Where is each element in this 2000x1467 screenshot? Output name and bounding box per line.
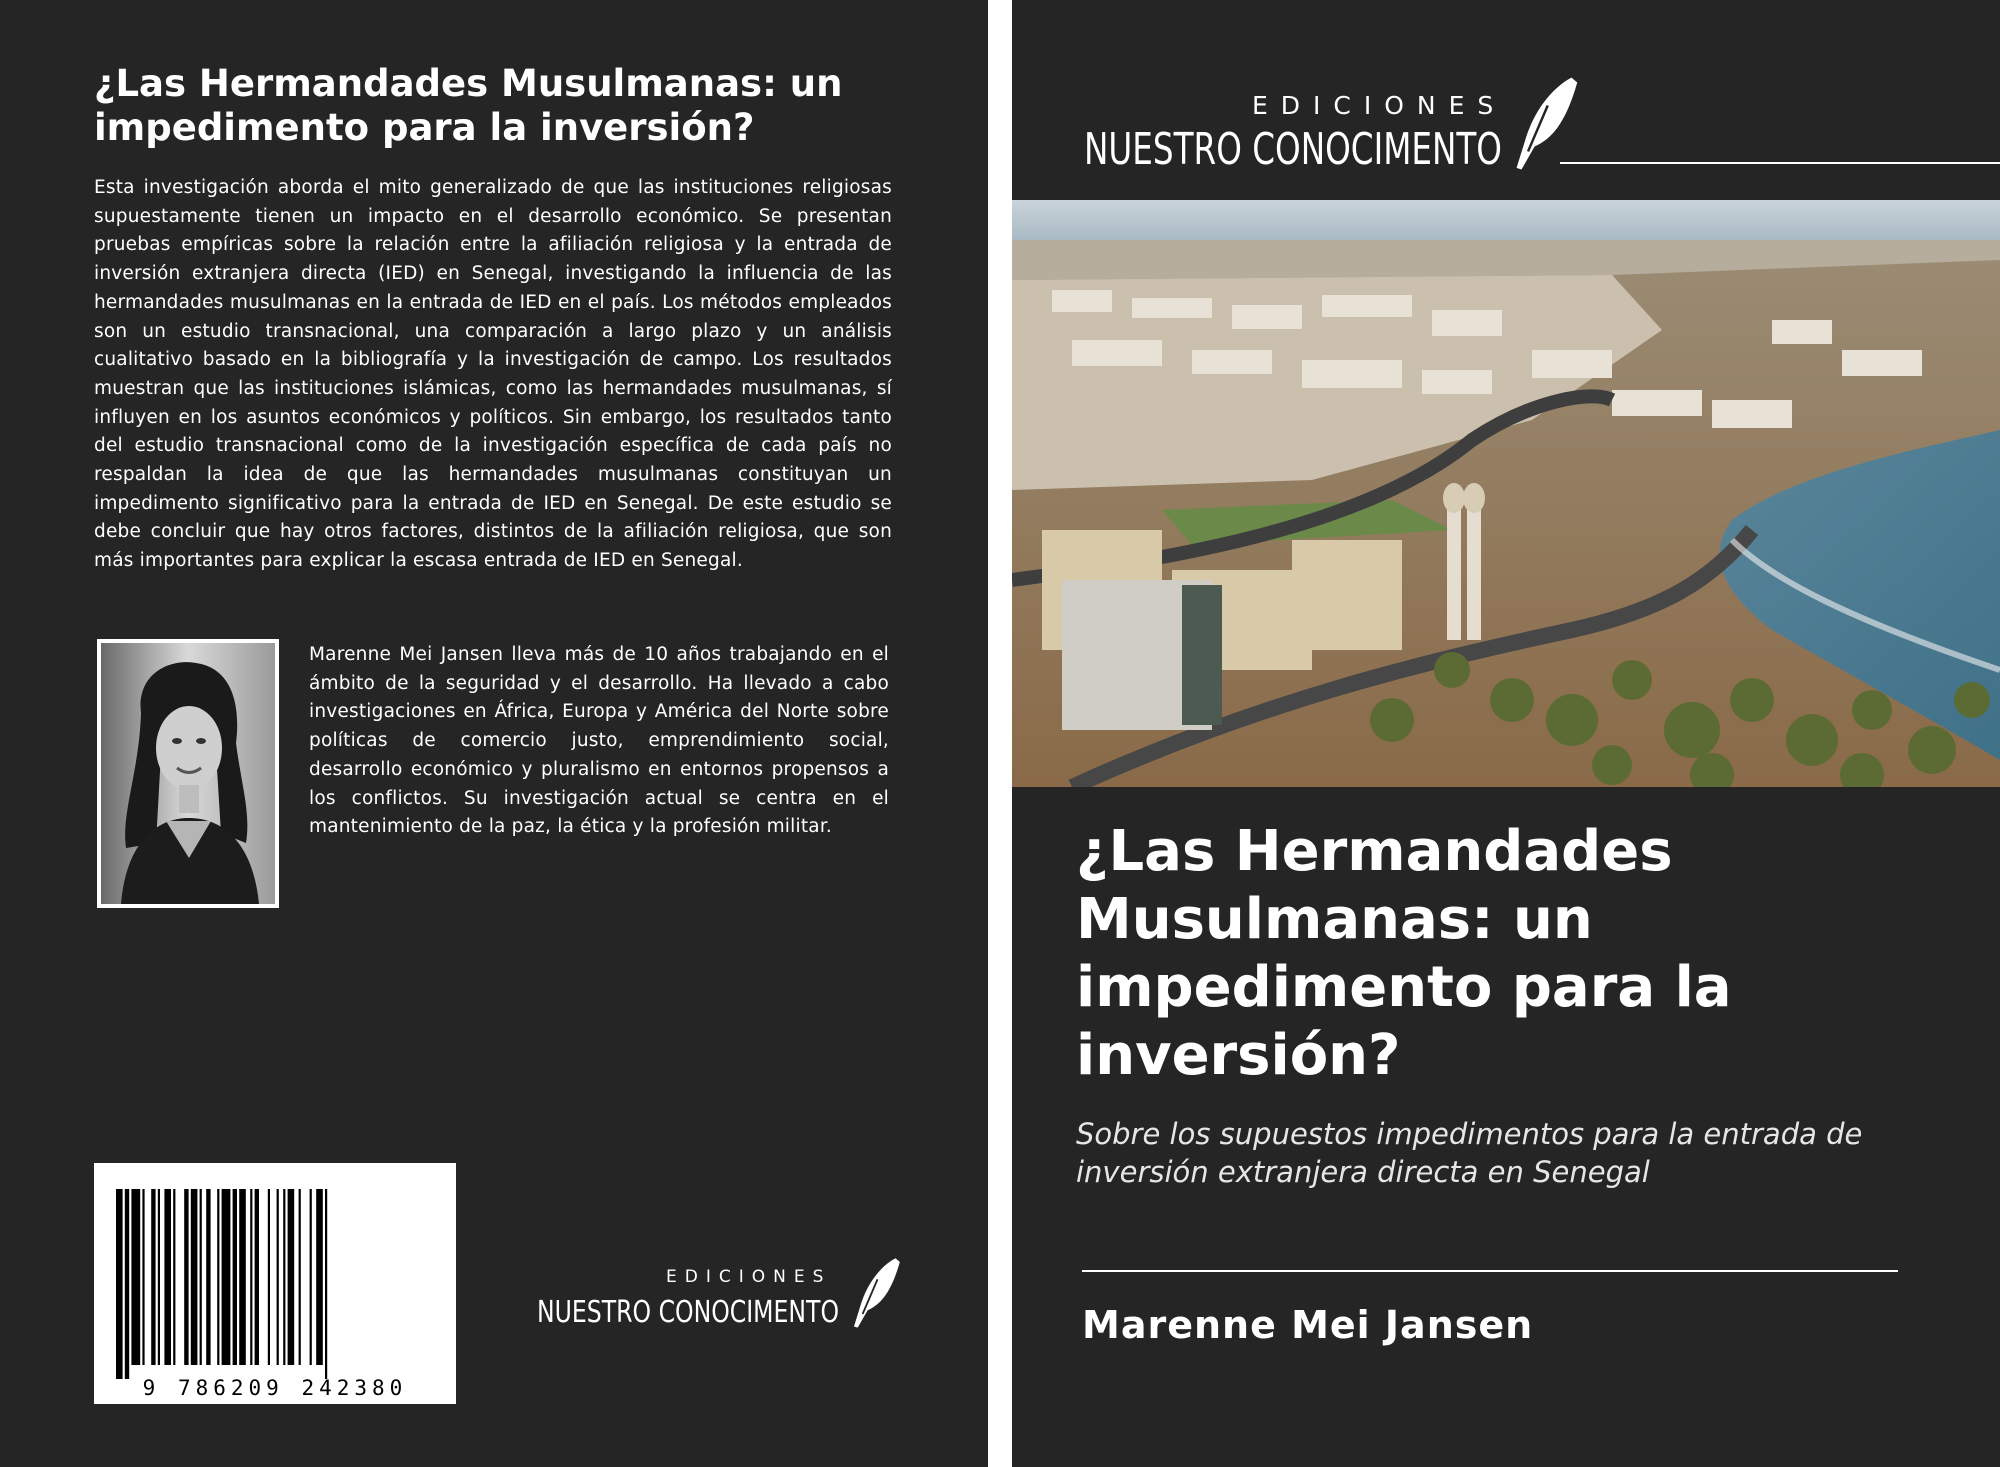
barcode-bar	[217, 1189, 219, 1365]
publisher-bottom-word: NUESTRO CONOCIMENTO	[537, 1295, 839, 1330]
barcode-bar	[277, 1189, 279, 1365]
barcode-bar	[316, 1189, 323, 1365]
publisher-logo-back	[536, 1255, 906, 1335]
barcode-digits: 9 786209 242380	[142, 1376, 408, 1400]
quill-pen-icon	[1517, 78, 1578, 170]
barcode-bar	[239, 1189, 246, 1365]
barcode-bar	[233, 1189, 237, 1365]
barcode-bar	[283, 1189, 285, 1365]
author-bio: Marenne Mei Jansen lleva más de 10 años trabajando en el ámbito de la seguridad y el desarrollo. Ha llevado a cabo investigaciones en África, Europa y América del Norte sobre políticas de comercio justo, emprendimiento social, desarrollo económico y pluralismo en entornos propensos a los conflictos. Su investigación actual se centra en el mantenimiento de la paz, la ética y la profesión militar.	[309, 644, 889, 838]
barcode-bar	[222, 1189, 231, 1365]
barcode-bar	[173, 1189, 175, 1365]
barcode-bar	[191, 1189, 198, 1365]
cover-photo-dakar-coast	[1012, 200, 2000, 787]
publisher-top-word-front: EDICIONES	[1252, 91, 1507, 120]
publisher-logo-front	[1072, 70, 2000, 170]
barcode-bar	[151, 1189, 155, 1365]
front-cover	[1012, 0, 2000, 1467]
back-cover	[0, 0, 988, 1467]
divider-line	[1082, 1270, 1898, 1272]
quill-pen-icon	[854, 1258, 900, 1327]
barcode-bar	[142, 1189, 144, 1365]
barcode-bar	[325, 1189, 327, 1379]
barcode-bar	[255, 1189, 259, 1365]
barcode-bar	[288, 1189, 295, 1365]
barcode-bar	[299, 1189, 301, 1365]
author-photo	[97, 639, 279, 908]
front-cover-author: Marenne Mei Jansen	[1082, 1303, 1534, 1347]
publisher-top-word: EDICIONES	[666, 1267, 832, 1287]
barcode-bar	[200, 1189, 202, 1365]
back-cover-title: ¿Las Hermandades Musulmanas: un impedimento para la inversión?	[94, 62, 843, 149]
barcode-bar	[164, 1189, 171, 1365]
barcode-bar	[184, 1189, 188, 1365]
front-cover-title: ¿Las Hermandades Musulmanas: un impedimento para la inversión?	[1076, 819, 1732, 1088]
barcode-bar	[116, 1189, 123, 1379]
barcode-bar	[268, 1189, 270, 1365]
barcode-bar	[131, 1189, 140, 1365]
barcode-bar	[125, 1189, 129, 1379]
isbn-barcode	[94, 1163, 456, 1404]
barcode-bar	[310, 1189, 312, 1365]
front-cover-subtitle: Sobre los supuestos impedimentos para la entrada de inversión extranjera directa en Senegal	[1076, 1117, 1863, 1189]
publisher-bottom-word-front: NUESTRO CONOCIMENTO	[1084, 124, 1502, 170]
barcode-bar	[206, 1189, 210, 1365]
barcode-bar	[250, 1189, 252, 1365]
barcode-bar	[158, 1189, 160, 1365]
back-cover-summary: Esta investigación aborda el mito generalizado de que las instituciones religiosas supuestamente tienen un impacto en el desarrollo económico. Se presentan pruebas empíricas sobre la relación entre la afiliación religiosa y la entrada de inversión extranjera directa (IED) en Senegal, investigando la influencia de las hermandades musulmanas en la entrada de IED en el país. Los métodos empleados son un estudio transnacional, una comparación a largo plazo y un análisis cualitativo basado en la bibliografía y la investigación de campo. Los resultados muestran que las instituciones islámicas, como las hermandades musulmanas, sí influyen en los asuntos económicos y políticos. Sin embargo, los resultados tanto del estudio transnacional como de la investigación específica de cada país no respaldan la idea de que las hermandades musulmanas constituyan un impedimento significativo para la entrada de IED en Senegal. De este estudio se debe concluir que hay otros factores, distintos de la afiliación religiosa, que son más importantes para explicar la escasa entrada de IED en Senegal.	[94, 177, 892, 572]
